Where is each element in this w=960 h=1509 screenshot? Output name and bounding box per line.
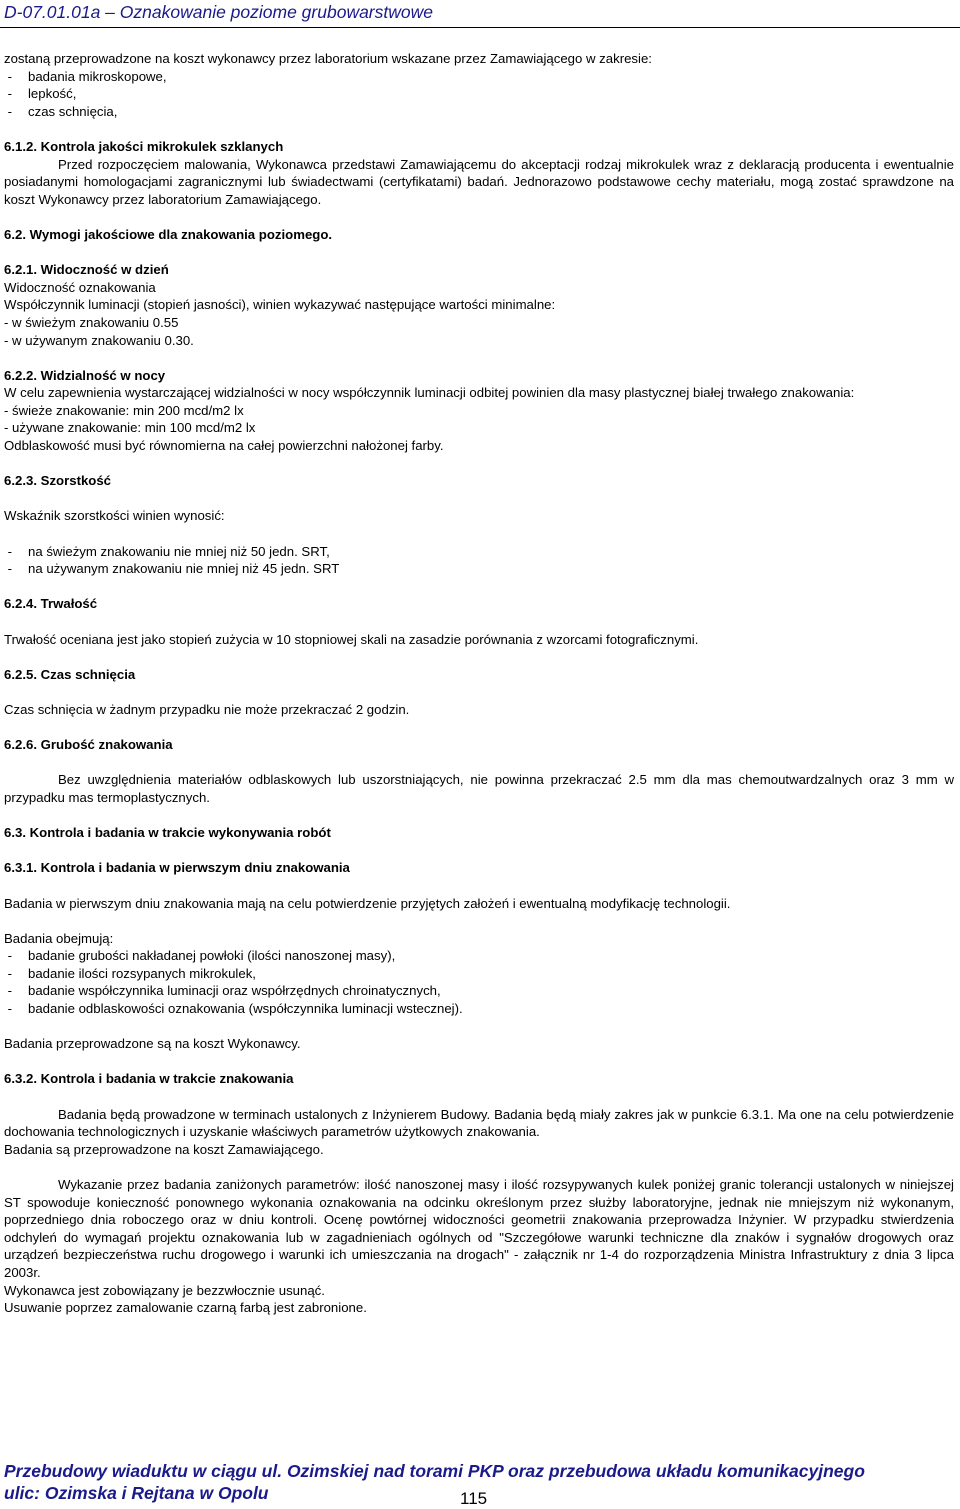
list-item: - lepkość, — [4, 86, 77, 102]
text-line: Widoczność oznakowania — [4, 279, 156, 295]
text-line: - w używanym znakowaniu 0.30. — [4, 332, 194, 348]
section-heading-6-2-6: 6.2.6. Grubość znakowania — [4, 737, 173, 753]
text-line: - w świeżym znakowaniu 0.55 — [4, 314, 179, 330]
section-heading-6-3-1: 6.3.1. Kontrola i badania w pierwszym dniu znakowania — [4, 860, 350, 876]
section-paragraph: W celu zapewnienia wystarczającej widzialności w nocy współczynnik luminacji odbitej powinien dla masy plastycznej białej trwałego znakowania: — [4, 385, 855, 401]
section-paragraph: Wykonawca jest zobowiązany je bezzwłocznie usunąć. — [4, 1282, 325, 1298]
list-item: - na używanym znakowaniu nie mniej niż 45 jedn. SRT — [4, 561, 340, 577]
section-heading-6-2-3: 6.2.3. Szorstkość — [4, 473, 112, 489]
text-line: - świeże znakowanie: min 200 mcd/m2 lx — [4, 402, 244, 418]
section-paragraph: Czas schnięcia w żadnym przypadku nie może przekraczać 2 godzin. — [4, 701, 410, 717]
footer-line: Przebudowy wiaduktu w ciągu ul. Ozimskiej nad torami PKP oraz przebudowa układu komunikacyjnego — [4, 1461, 865, 1481]
list-item: - badanie odblaskowości oznakowania (współczynnika luminacji wstecznej). — [4, 1001, 463, 1017]
document-body — [4, 50, 954, 1317]
section-heading-6-2-5: 6.2.5. Czas schnięcia — [4, 666, 136, 682]
header-rule — [0, 27, 960, 28]
text-line: Odblaskowość musi być równomierna na całej powierzchni nałożonej farby. — [4, 438, 444, 454]
document-header: D-07.01.01a – Oznakowanie poziome grubowarstwowe — [4, 2, 433, 22]
section-paragraph: Badania przeprowadzone są na koszt Wykonawcy. — [4, 1036, 301, 1052]
text-line: - używane znakowanie: min 100 mcd/m2 lx — [4, 420, 256, 436]
section-paragraph: Badania są przeprowadzone na koszt Zamawiającego. — [4, 1141, 324, 1157]
section-paragraph: Przed rozpoczęciem malowania, Wykonawca przedstawi Zamawiającemu do akceptacji rodzaj mikrokulek wraz z deklaracją producenta i ewentualnie posiadanymi homologacjami zagranicznymi lub świadectwami (certyfikatami) badań. Jednorazowo podstawowe cechy materiału, mogą zostać sprawdzone na koszt Wykonawcy przez laboratorium Zamawiającego. — [4, 156, 954, 207]
section-paragraph: Usuwanie poprzez zamalowanie czarną farbą jest zabronione. — [4, 1300, 367, 1316]
section-heading-6-2-4: 6.2.4. Trwałość — [4, 596, 98, 612]
section-heading-6-2: 6.2. Wymogi jakościowe dla znakowania poziomego. — [4, 226, 333, 242]
list-item: - badanie ilości rozsypanych mikrokulek, — [4, 965, 256, 981]
list-item: - czas schnięcia, — [4, 103, 118, 119]
section-paragraph: Trwałość oceniana jest jako stopień zużycia w 10 stopniowej skali na zasadzie porównania z wzorcami fotograficznymi. — [4, 631, 699, 647]
section-heading-6-3-2: 6.3.2. Kontrola i badania w trakcie znakowania — [4, 1071, 294, 1087]
list-item: - na świeżym znakowaniu nie mniej niż 50 jedn. SRT, — [4, 543, 330, 559]
section-heading-6-2-2: 6.2.2. Widzialność w nocy — [4, 367, 166, 383]
section-heading-6-2-1: 6.2.1. Widoczność w dzień — [4, 262, 169, 278]
section-paragraph: Badania będą prowadzone w terminach ustalonych z Inżynierem Budowy. Badania będą miały zakres jak w punkcie 6.3.1. Ma one na celu potwierdzenie dochowania technologicznych i uzyskanie właściwych parametrów użytkowych znakowania. — [4, 1106, 954, 1140]
list-item: - badania mikroskopowe, — [4, 68, 167, 84]
section-paragraph: Badania w pierwszym dniu znakowania mają na celu potwierdzenie przyjętych założeń i ewentualną modyfikację technologii. — [4, 895, 731, 911]
section-heading-6-1-2: 6.1.2. Kontrola jakości mikrokulek szklanych — [4, 138, 284, 154]
section-paragraph: Wykazanie przez badania zaniżonych parametrów: ilość nanoszonej masy i ilość rozsypywanych kulek poniżej granic tolerancji ustalonych w niniejszej ST spowoduje konieczność ponownego wykonania oznakowania na odcinku określonym przez służby laboratoryjne, jednak nie mniejszym niż wykonanym, poprzedniego dnia roboczego oraz w dniu kontroli. Ocenę powtórnej widoczności geometrii znakowania przeprowadza Inżynier. W przypadku stwierdzenia odchyleń do wymagań projektu oznakowania lub w zagadnieniach ogólnych od "Szczegółowe warunki techniczne dla znaków i sygnałów drogowych oraz urządzeń bezpieczeństwa ruchu drogowego i warunki ich umieszczania na drogach" - załącznik nr 1-4 do rozporządzenia Ministra Infrastruktury z dnia 3 lipca 2003r. — [4, 1177, 954, 1280]
section-heading-6-3: 6.3. Kontrola i badania w trakcie wykonywania robót — [4, 825, 331, 841]
list-item: - badanie grubości nakładanej powłoki (ilości nanoszonej masy), — [4, 948, 396, 964]
list-item: - badanie współczynnika luminacji oraz współrzędnych chroinatycznych, — [4, 983, 441, 999]
page-number: 115 — [460, 1489, 488, 1508]
intro-paragraph: zostaną przeprowadzone na koszt wykonawcy przez laboratorium wskazane przez Zamawiającego w zakresie: — [4, 51, 652, 66]
section-paragraph: Bez uwzględnienia materiałów odblaskowych lub uszorstniających, nie powinna przekraczać 2.5 mm dla mas chemoutwardzalnych oraz 3 mm w przypadku mas termoplastycznych. — [4, 772, 954, 805]
section-paragraph: Wskaźnik szorstkości winien wynosić: — [4, 508, 225, 524]
section-paragraph: Badania obejmują: — [4, 930, 114, 946]
text-line: Współczynnik luminacji (stopień jasności), winien wykazywać następujące wartości minimalne: — [4, 297, 556, 313]
footer-line: ulic: Ozimska i Rejtana w Opolu — [4, 1483, 269, 1503]
